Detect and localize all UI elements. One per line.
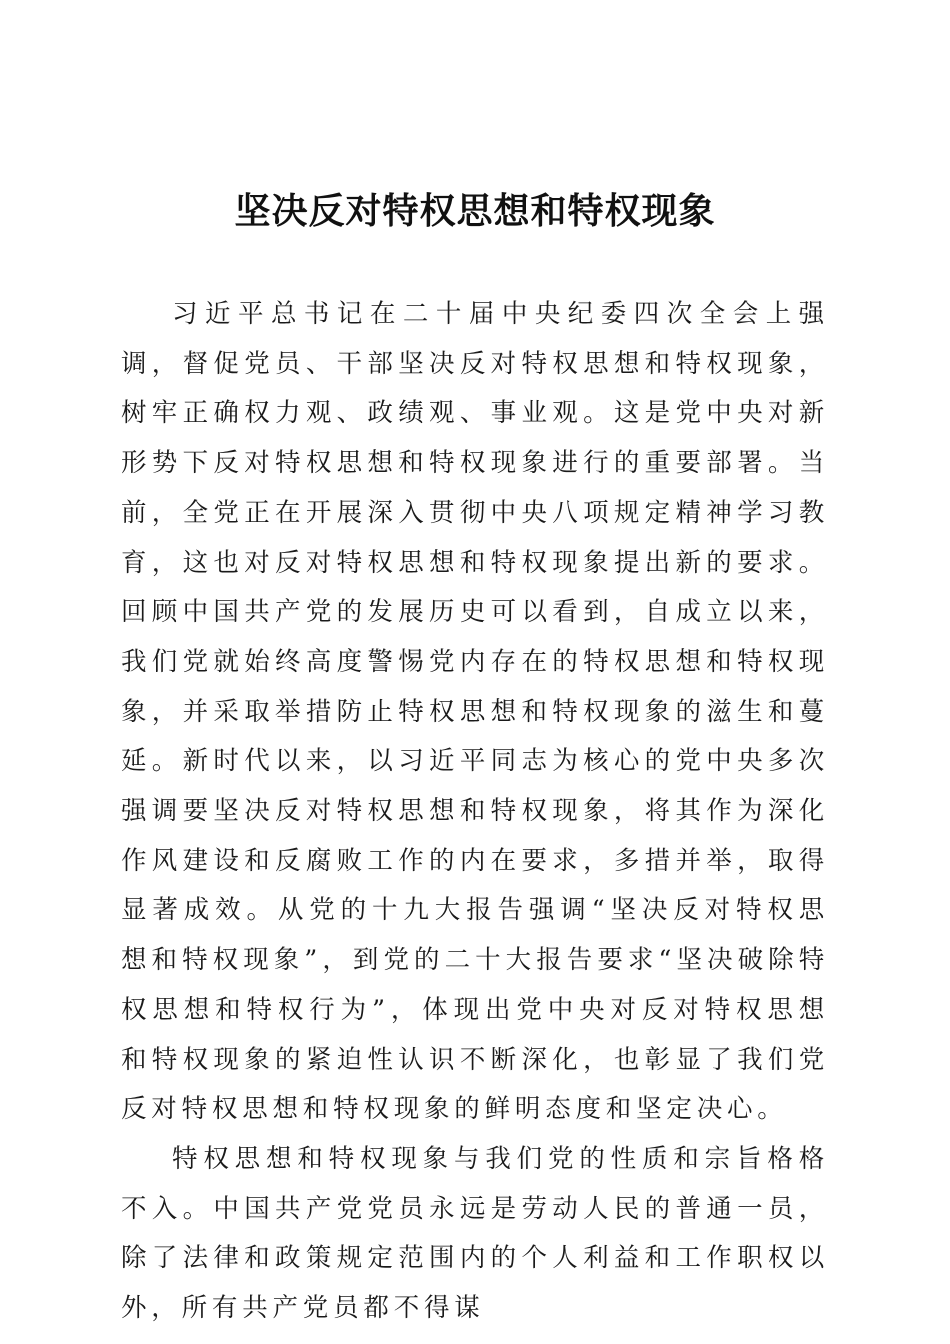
document-title: 坚决反对特权思想和特权现象 [234, 190, 716, 232]
paragraph-1: 习近平总书记在二十届中央纪委四次全会上强调，督促党员、干部坚决反对特权思想和特权现象，树牢正确权力观、政绩观、事业观。这是党中央对新形势下反对特权思想和特权现象进行的重要部署。当前，全党正在开展深入贯彻中央八项规定精神学习教育，这也对反对特权思想和特权现象提出新的要求。回顾中国共产党的发展历史可以看到，自成立以来，我们党就始终高度警惕党内存在的特权思想和特权现象，并采取举措防止特权思想和特权现象的滋生和蔓延。新时代以来，以习近平同志为核心的党中央多次强调要坚决反对特权思想和特权现象，将其作为深化作风建设和反腐败工作的内在要求，多措并举，取得显著成效。从党的十九大报告强调“坚决反对特权思想和特权现象”，到党的二十大报告要求“坚决破除特权思想和特权行为”，体现出党中央对反对特权思想和特权现象的紧迫性认识不断深化，也彰显了我们党反对特权思想和特权现象的鲜明态度和坚定决心。 [121, 299, 829, 1125]
paragraph-2: 特权思想和特权现象与我们党的性质和宗旨格格不入。中国共产党党员永远是劳动人民的普通一员，除了法律和政策规定范围内的个人利益和工作职权以外，所有共产党员都不得谋 [121, 1143, 829, 1324]
document-body [121, 290, 829, 1334]
